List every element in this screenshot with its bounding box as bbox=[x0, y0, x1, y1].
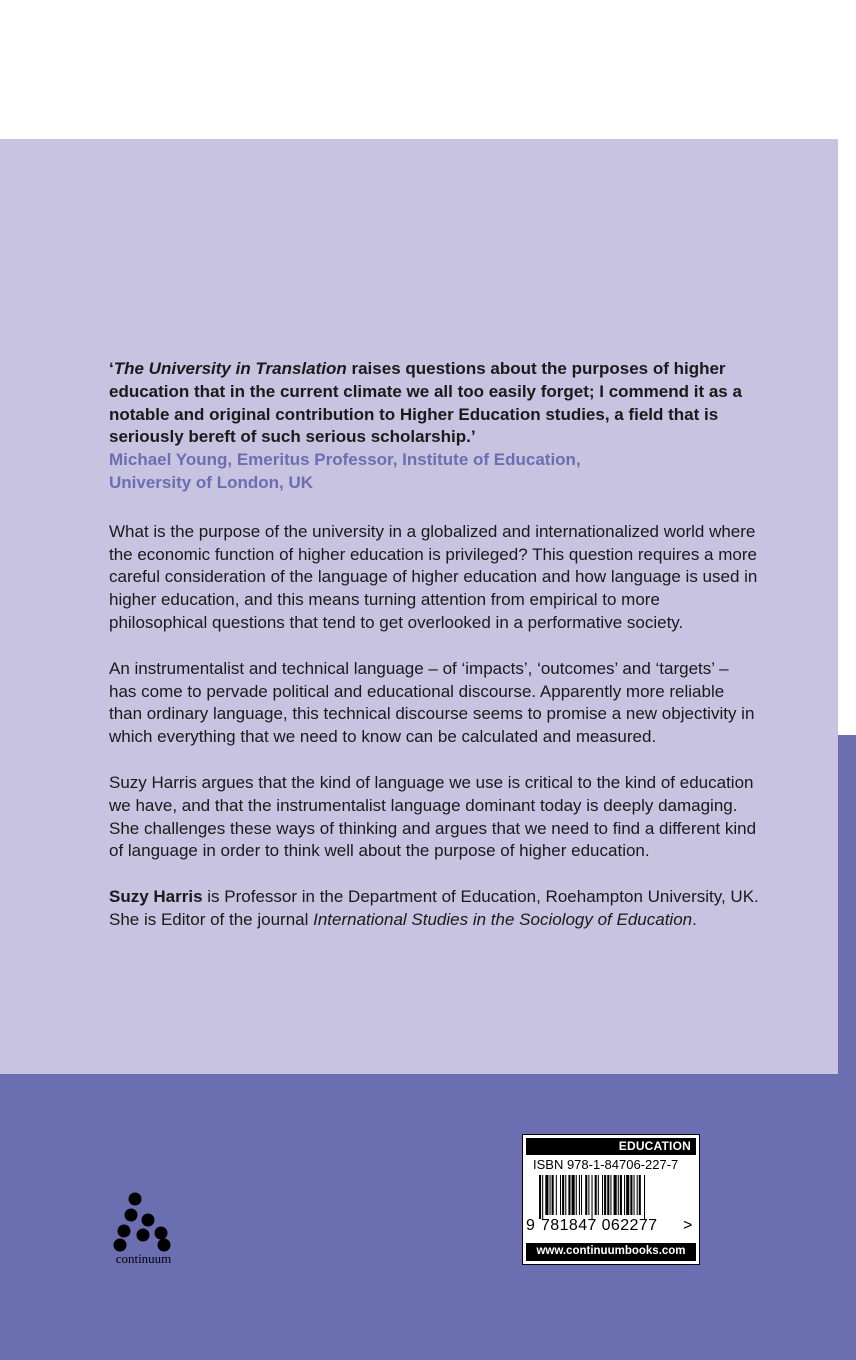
category-label: EDUCATION bbox=[618, 1139, 691, 1153]
endorsement-attribution bbox=[109, 449, 759, 495]
attribution-line-2: University of London, UK bbox=[109, 472, 313, 492]
isbn-number: ISBN 978-1-84706-227-7 bbox=[533, 1157, 679, 1172]
attribution-line-1: Michael Young, Emeritus Professor, Institute of Education, bbox=[109, 450, 581, 470]
author-name: Suzy Harris bbox=[109, 887, 203, 907]
book-title: The University in Translation bbox=[113, 359, 347, 378]
barcode-arrow: > bbox=[683, 1217, 693, 1234]
author-bio bbox=[109, 886, 759, 932]
quote-open-mark: ‘ bbox=[109, 359, 114, 378]
purple-band-right bbox=[838, 735, 856, 1075]
author-bio-text: is Professor in the Department of Education, Roehampton University, UK. She is Editor of the journal bbox=[109, 887, 759, 929]
publisher-name: continuum bbox=[115, 1251, 172, 1266]
barcode-icon bbox=[539, 1175, 685, 1219]
endorsement-quote bbox=[109, 358, 759, 449]
cover-text bbox=[109, 358, 759, 932]
barcode-lead-digit: 9 bbox=[526, 1217, 535, 1234]
author-bio-end: . bbox=[692, 909, 697, 929]
isbn-barcode-block bbox=[522, 1134, 700, 1265]
category-bar bbox=[526, 1138, 696, 1155]
publisher-url: www.continuumbooks.com bbox=[536, 1245, 686, 1257]
blurb-paragraph-3: Suzy Harris argues that the kind of language we use is critical to the kind of education we have, and that the instrumentalist language dominant today is deeply damaging. She challenges these ways of thinking and argues that we need to find a different kind of language in order to think well about the purpose of higher education. bbox=[109, 772, 757, 861]
journal-title: International Studies in the Sociology of Education bbox=[313, 909, 693, 929]
barcode-digits: 781847 062277 bbox=[541, 1217, 658, 1234]
blurb-paragraph-2: An instrumentalist and technical language – of ‘impacts’, ‘outcomes’ and ‘targets’ – has come to pervade political and educational discourse. Apparently more reliable than ordinary language, this technical discourse seems to promise a new objectivity in which everything that we need to know can be calculated and measured. bbox=[109, 658, 755, 747]
quote-text: raises questions about the purposes of higher education that in the current climate we all too easily forget; I commend it as a notable and original contribution to Higher Education studies, a field that is seriously bereft of such serious scholarship.’ bbox=[109, 359, 742, 447]
url-bar bbox=[526, 1243, 696, 1261]
blurb-paragraph-1: What is the purpose of the university in a globalized and internationalized world where the economic function of higher education is privileged? This question requires a more careful consideration of the language of higher education and how language is used in higher education, and this means turning attention from empirical to more philosophical questions that tend to get overlooked in a performative society. bbox=[109, 521, 758, 632]
